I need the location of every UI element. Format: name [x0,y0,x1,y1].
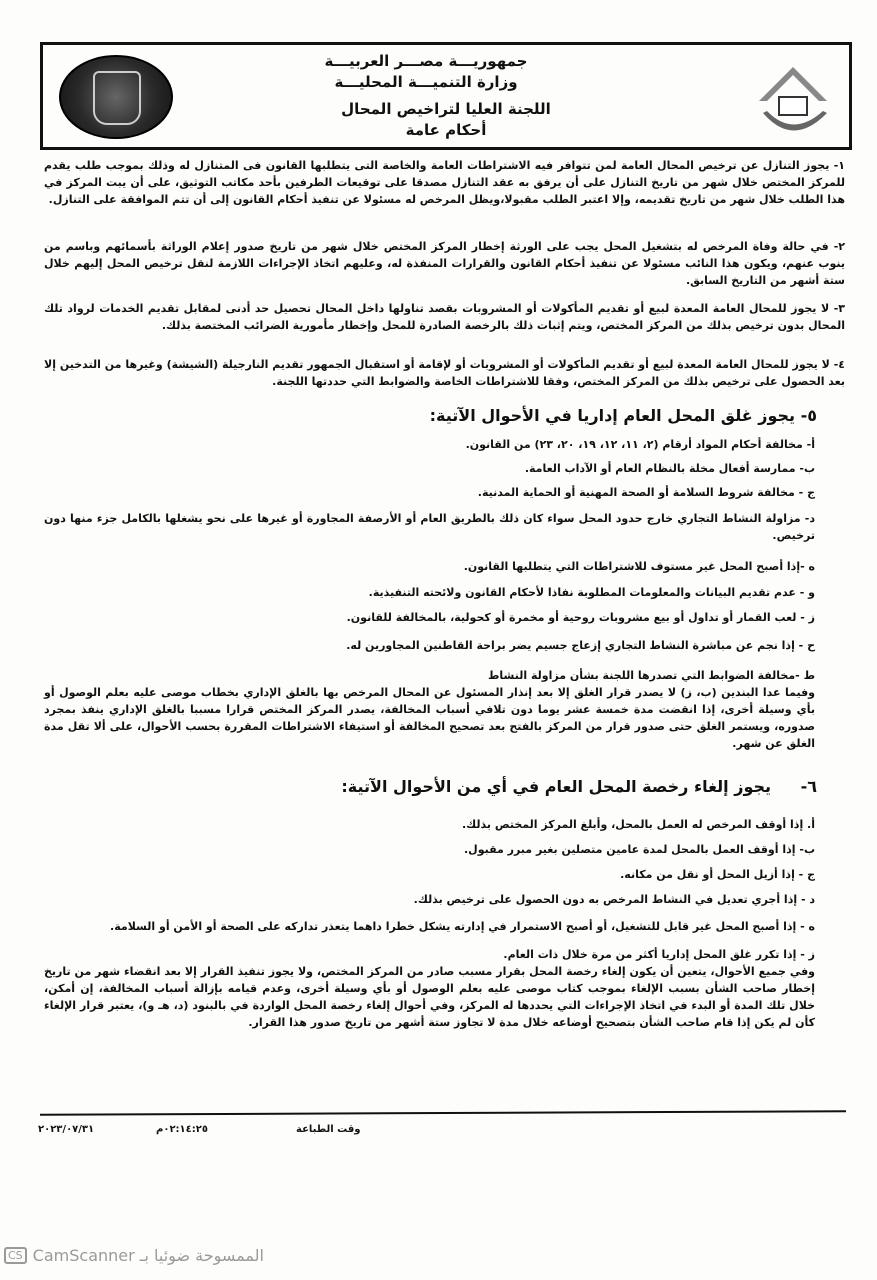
country-name: جمهوريـــة مصـــر العربيـــة [324,52,528,70]
list-item: ج - مخالفة شروط السلامة أو الصحة المهنية أو الحماية المدنية. [477,486,815,499]
shorouk-logo-icon [753,63,833,143]
list-item: أ- مخالفة أحكام المواد أرقام (٢، ١١، ١٢، ١٩، ٢٠، ٢٣) من القانون. [465,438,815,451]
list-item: ز - إذا تكرر غلق المحل إداريا أكثر من مرة خلال ذات العام. [503,948,815,961]
list-item: د- مزاولة النشاط التجاري خارج حدود المحل سواء كان ذلك بالطريق العام أو الأرصفة المجاورة أو غيرها على نحو يشغلها بالكامل جزء منها دون ترخيص. [44,512,815,542]
list-item: ج - إذا أزيل المحل أو نقل من مكانه. [620,868,815,881]
paragraph-2: ٢- في حالة وفاة المرخص له بتشغيل المحل يجب على الورثة إخطار المركز المختص خلال شهر من تاريخ صدور إعلام الوراثة بأسمائهم وباسم من ينوب عنهم، ويكون هذا النائب مسئولا عن تنفيذ أحكام القانون والقرارات المنفذة له، وعليهم اتخاذ الإجراءات اللازمة لنقل ترخيص المحل إليهم خلال ستة أشهر من التاريخ السابق. [44,240,845,287]
ministry-name: وزارة التنميـــة المحليـــة [334,73,518,91]
camscanner-logo-icon: CS [4,1247,27,1264]
section-5-note: وفيما عدا البندين (ب، ز) لا يصدر قرار الغلق إلا بعد إنذار المسئول عن المحال المرخص بها بالغلق الإداري بخطاب موصى عليه بعلم الوصول أو بأي وسيلة أخرى، إذا انقضت مدة خمسة عشر يوما دون تلافي أسباب المخالفة، يصدر المركز المختص قرارا مسببا بالغلق الإداري ينفذ بمجرد صدوره، ويستمر الغلق حتى صدور قرار من المركز بالفتح بعد تصحيح المخالفة أو استيفاء الاشتراطات المقررة بحسب الأحوال، على ألا تقل مدة الغلق عن شهر. [44,686,815,750]
list-item: أ. إذا أوقف المرخص له العمل بالمحل، وأبلغ المركز المختص بذلك. [461,818,815,831]
document-title: أحكام عامة [405,121,487,139]
footer-divider [40,1110,846,1116]
camscanner-text: الممسوحة ضوئيا بـ CamScanner [32,1246,264,1265]
paragraph-1: ١- يجوز التنازل عن ترخيص المحال العامة لمن تتوافر فيه الاشتراطات العامة والخاصة التى يتطلبها القانون فى المتنازل له وذلك بموجب طلب يقدم للمركز المختص خلال شهر من تاريخ التنازل على أن يرفق به عقد التنازل مصدقا على توقيعات الطرفين بأحد مكاتب التوثيق، على أن يبت المركز في هذا الطلب خلال شهر من تاريخ تقديمه، وإلا اعتبر الطلب مقبولا،ويظل المرخص له مسئولا عن تنفيذ أحكام القانون إلى أن تتم الموافقة على التنازل. [44,159,845,206]
document-header [40,42,852,150]
section-6-note: وفي جميع الأحوال، يتعين أن يكون إلغاء رخصة المحل بقرار مسبب صادر من المركز المختص، ولا يجوز تنفيذ القرار إلا بعد انقضاء شهر من تاريخ إخطار صاحب الشأن بسبب الإلغاء بموجب كتاب موصى عليه بعلم الوصول أو بأي وسيلة أخرى، وعدم قيامه بإزالة أسباب المخالفة، إن أمكن، خلال تلك المدة أو البدء في اتخاذ الإجراءات التي يحددها له المركز، وفي أحوال إلغاء رخصة المحل الواردة في بالبنود (د، هـ و)، يعتبر قرار الإلغاء كأن لم يكن إذا قام صاحب الشأن بتصحيح أوضاعه خلال مدة لا تجاوز ستة أشهر من تاريخ صدور هذا القرار. [44,965,815,1029]
section-6-heading [44,776,817,798]
print-time-label: وقت الطباعة [296,1124,361,1135]
list-item: و - عدم تقديم البيانات والمعلومات المطلوبة نفاذا لأحكام القانون ولائحته التنفيذية. [368,586,815,599]
camscanner-watermark [4,1246,264,1265]
list-item: ه -إذا أصبح المحل غير مستوف للاشتراطات التي يتطلبها القانون. [463,560,815,573]
list-item: ز - لعب القمار أو تداول أو بيع مشروبات روحية أو مخمرة أو كحولية، بالمخالفة للقانون. [346,611,815,624]
print-time: ٠٢:١٤:٢٥م [156,1124,208,1135]
paragraph-4: ٤- لا يجوز للمحال العامة المعدة لبيع أو تقديم المأكولات أو المشروبات أو لإقامة أو استقبال الجمهور تقديم النارجيلة (الشيشة) وغيرها من التدخين إلا بعد الحصول على ترخيص بذلك من المركز المختص، وفقا للاشتراطات الخاصة والضوابط التي حددتها اللجنة. [44,358,845,388]
header-titles [43,51,849,141]
list-item: ب- إذا أوقف العمل بالمحل لمدة عامين متصلين بغير مبرر مقبول. [463,843,815,856]
list-item: ح - إذا نجم عن مباشرة النشاط التجاري إزعاج جسيم يضر براحة القاطنين المجاورين له. [346,639,815,652]
list-item: ب- ممارسة أفعال مخلة بالنظام العام أو الآداب العامة. [524,462,815,475]
committee-name: اللجنة العليا لتراخيص المحال [341,100,551,118]
print-date: ٢٠٢٣/٠٧/٣١ [38,1124,95,1135]
section-6-title: يجوز إلغاء رخصة المحل العام في أي من الأحوال الآتية: [341,777,772,796]
paragraph-3: ٣- لا يجوز للمحال العامة المعدة لبيع أو تقديم المأكولات أو المشروبات بقصد تناولها داخل المحال تحصيل حد أدنى لمقابل تقديم الخدمات لرواد تلك المحال بدون ترخيص بذلك من المركز المختص، ويتم إثبات ذلك بالرخصة الصادرة للمحل وإخطار مأمورية الضرائب المختصة بذلك. [44,302,845,332]
section-5-heading: ٥- يجوز غلق المحل العام إداريا في الأحوال الآتية: [429,406,817,425]
section-6-number: ٦- [800,777,817,796]
list-item: ه - إذا أصبح المحل غير قابل للتشغيل، أو أصبح الاستمرار في إدارته يشكل خطرا داهما يتعذر تداركه على الصحة أو الأمن أو السلامة. [110,920,815,933]
list-item: د - إذا أجري تعديل في النشاط المرخص به دون الحصول على ترخيص بذلك. [413,893,815,906]
list-item: ط -مخالفة الضوابط التي تصدرها اللجنة بشأن مزاولة النشاط [488,669,815,682]
